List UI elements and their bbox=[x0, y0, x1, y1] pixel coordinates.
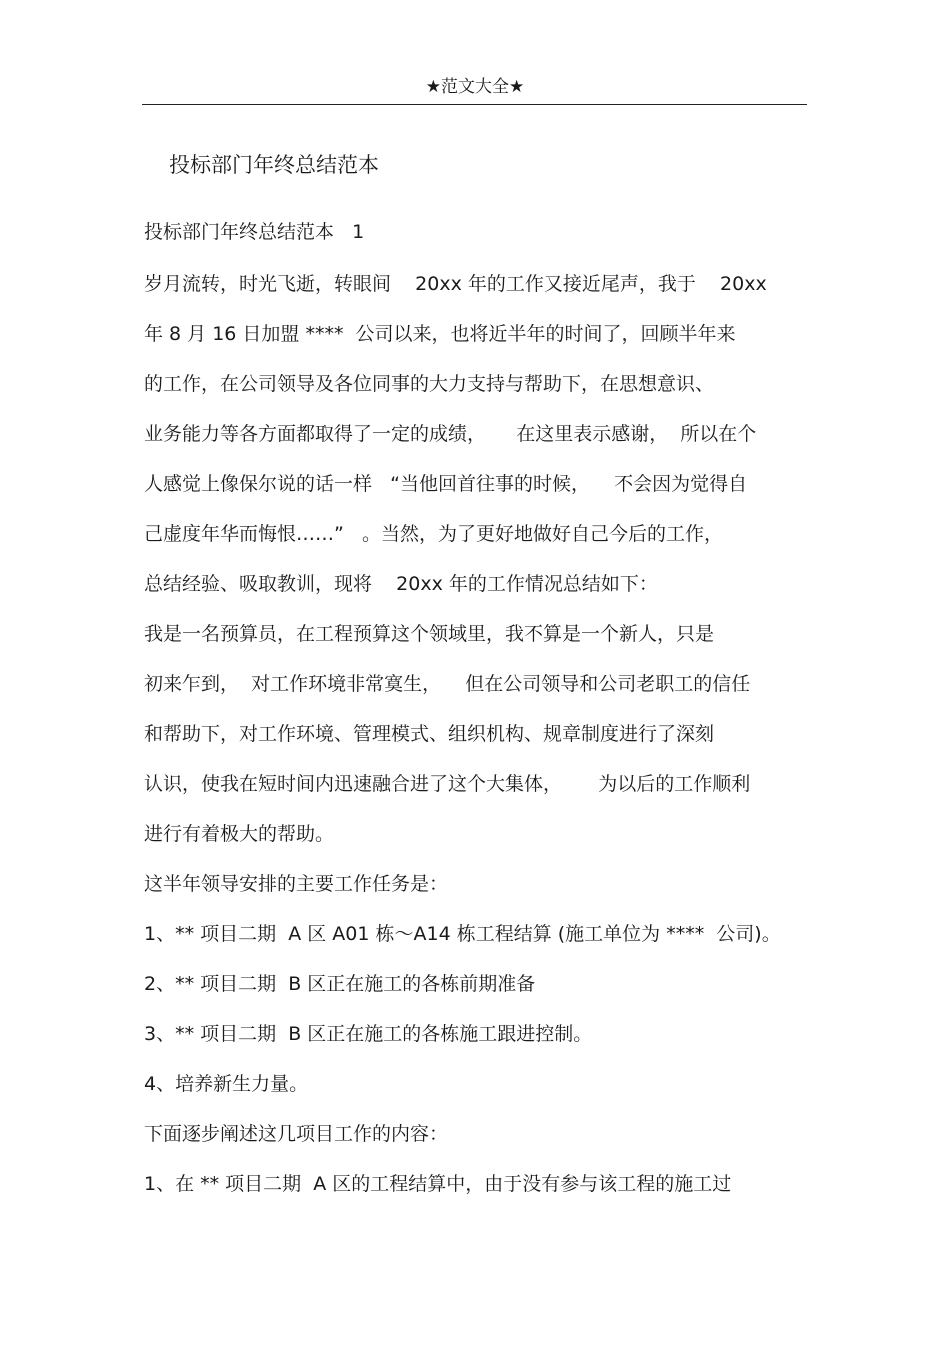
page-header: ★范文大全★ bbox=[425, 77, 525, 97]
paragraph-line: 总结经验、吸取教训，现将 20xx 年的工作情况总结如下： bbox=[144, 573, 658, 595]
list-item: 1、在 ** 项目二期 A 区的工程结算中，由于没有参与该工程的施工过 bbox=[144, 1173, 732, 1195]
list-item: 1、** 项目二期 A 区 A01 栋～A14 栋工程结算 (施工单位为 **** 公司)。 bbox=[144, 923, 781, 945]
paragraph-line: 这半年领导安排的主要工作任务是： bbox=[144, 873, 449, 895]
document-title: 投标部门年终总结范本 bbox=[169, 153, 379, 177]
paragraph-line: 人感觉上像保尔说的话一样 “当他回首往事的时候， 不会因为觉得自 bbox=[144, 473, 748, 495]
section-heading: 投标部门年终总结范本 1 bbox=[144, 221, 365, 243]
paragraph-line: 业务能力等各方面都取得了一定的成绩， 在这里表示感谢， 所以在个 bbox=[144, 423, 757, 445]
list-item: 3、** 项目二期 B 区正在施工的各栋施工跟进控制。 bbox=[144, 1023, 593, 1045]
paragraph-line: 的工作，在公司领导及各位同事的大力支持与帮助下，在思想意识、 bbox=[144, 373, 715, 395]
paragraph-line: 岁月流转，时光飞逝，转眼间 20xx 年的工作又接近尾声，我于 20xx bbox=[144, 273, 767, 295]
paragraph-line: 和帮助下，对工作环境、管理模式、组织机构、规章制度进行了深刻 bbox=[144, 723, 715, 745]
list-item: 2、** 项目二期 B 区正在施工的各栋前期准备 bbox=[144, 973, 536, 995]
paragraph-line: 年 8 月 16 日加盟 **** 公司以来，也将近半年的时间了，回顾半年来 bbox=[144, 323, 736, 345]
paragraph-line: 我是一名预算员，在工程预算这个领域里，我不算是一个新人，只是 bbox=[144, 623, 715, 645]
paragraph-line: 初来乍到， 对工作环境非常寞生， 但在公司领导和公司老职工的信任 bbox=[144, 673, 751, 695]
list-item: 4、培养新生力量。 bbox=[144, 1073, 309, 1095]
paragraph-line: 认识，使我在短时间内迅速融合进了这个大集体， 为以后的工作顺利 bbox=[144, 773, 751, 795]
header-divider bbox=[142, 104, 807, 105]
paragraph-line: 进行有着极大的帮助。 bbox=[144, 823, 335, 845]
paragraph-line: 己虚度年华而悔恨……” 。当然，为了更好地做好自己今后的工作， bbox=[144, 523, 723, 545]
paragraph-line: 下面逐步阐述这几项目工作的内容： bbox=[144, 1123, 449, 1145]
